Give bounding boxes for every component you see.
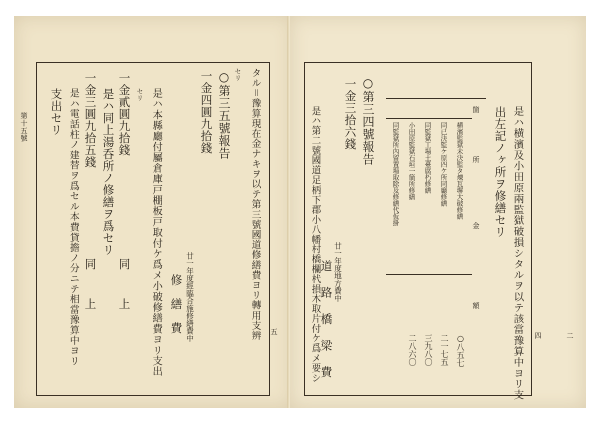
table-row-amount: 二八六〇 (408, 334, 417, 366)
left-item1-subtitle-year: 廿一年度經臨合施修繕費中 (185, 252, 195, 342)
table-row-amount: ○八五七 (456, 334, 465, 367)
table-row-place: 同監獄工場土臺腐朽修繕 (423, 122, 432, 194)
table-row-amount: 二一七五 (440, 334, 449, 366)
left-item1-desc-tail: セリ (135, 88, 144, 101)
left-item3-desc: 是ハ電話柱ノ建替ヲ爲セル本費貸擔ノ分ニテ相當豫算中ヨリ (67, 88, 79, 367)
table-header-amount2: 額 (472, 302, 480, 310)
right-item1-subtitle-year: 廿一年度地方費中 (333, 242, 343, 302)
table-top-rule (386, 98, 486, 99)
left-report-heading: ○第三五號報告 (217, 70, 231, 160)
table-header-place2: 所 (472, 156, 480, 164)
left-item2-marker2: 上 (117, 298, 132, 310)
right-item1-subtitle-name: 道 路 橋 梁 費 (319, 260, 334, 378)
table-column-divider (386, 274, 472, 275)
left-item2-desc: 是ハ同上湯呑所ノ修繕ヲ爲セリ (101, 88, 116, 256)
right-top-text-1: 是ハ横濱及小田原兩監獄破損シタルヲ以テ該當豫算中ヨリ支 (511, 106, 524, 401)
table-row-place: 同已決監ケ原四ケ所同廳修繕 (439, 122, 448, 207)
left-item3-desc-tail: 支出セリ (49, 88, 64, 136)
right-report-heading: ○第三四號報告 (361, 76, 375, 166)
left-item2-amount: 一金貳圓九拾錢 (117, 72, 132, 156)
table-header-amount: 金 (472, 222, 480, 230)
left-intro-line-2: セリ (233, 68, 242, 81)
right-item1-desc: 是ハ第二號國道足柄下郡小八幡村橋欄杙損木取片付ケ爲メ要シ (309, 106, 321, 383)
left-item3-marker2: 上 (83, 298, 98, 310)
right-margin-right-char: 二 (566, 332, 574, 340)
right-page (290, 16, 586, 408)
left-page (14, 16, 292, 408)
table-row-place: 横濱監獄未決監タ煉瓦塀大破修繕 (455, 122, 464, 220)
table-row-place: 同監獄所內留置場取除及修繕代仮掛 (391, 122, 400, 226)
table-header-divider (386, 118, 472, 119)
left-item1-subtitle-name: 修 繕 費 (169, 274, 184, 334)
left-margin-label: 第十五號 (20, 112, 28, 142)
table-row-amount: 三九八〇 (424, 334, 433, 366)
right-margin-left-char: 四 (534, 332, 542, 340)
left-item3-marker: 同 (83, 258, 98, 270)
table-row-place: 小田原監獄石垣一箇所修繕 (407, 122, 416, 200)
table-header-place: 箇 (472, 106, 480, 114)
right-top-text-2: 出左記ノヶ所ヲ修繕セリ (493, 106, 508, 238)
left-item3-amount: 一金三圓九拾五錢 (83, 72, 98, 168)
left-page-number: 五 (270, 328, 278, 336)
left-intro-line-1: タル＝豫算現在金ナキヲ以テ第三號國道修繕費ヨリ轉用支辨 (249, 68, 261, 341)
left-item1-amount: 一金四圓九拾錢 (199, 70, 214, 154)
left-item2-marker: 同 (117, 258, 132, 270)
left-item1-desc: 是ハ本縣廳付屬倉庫戸棚板戸取付ケ爲メ小破修繕費ヨリ支出 (150, 88, 162, 377)
right-item1-amount: 一金三拾六錢 (343, 78, 358, 150)
